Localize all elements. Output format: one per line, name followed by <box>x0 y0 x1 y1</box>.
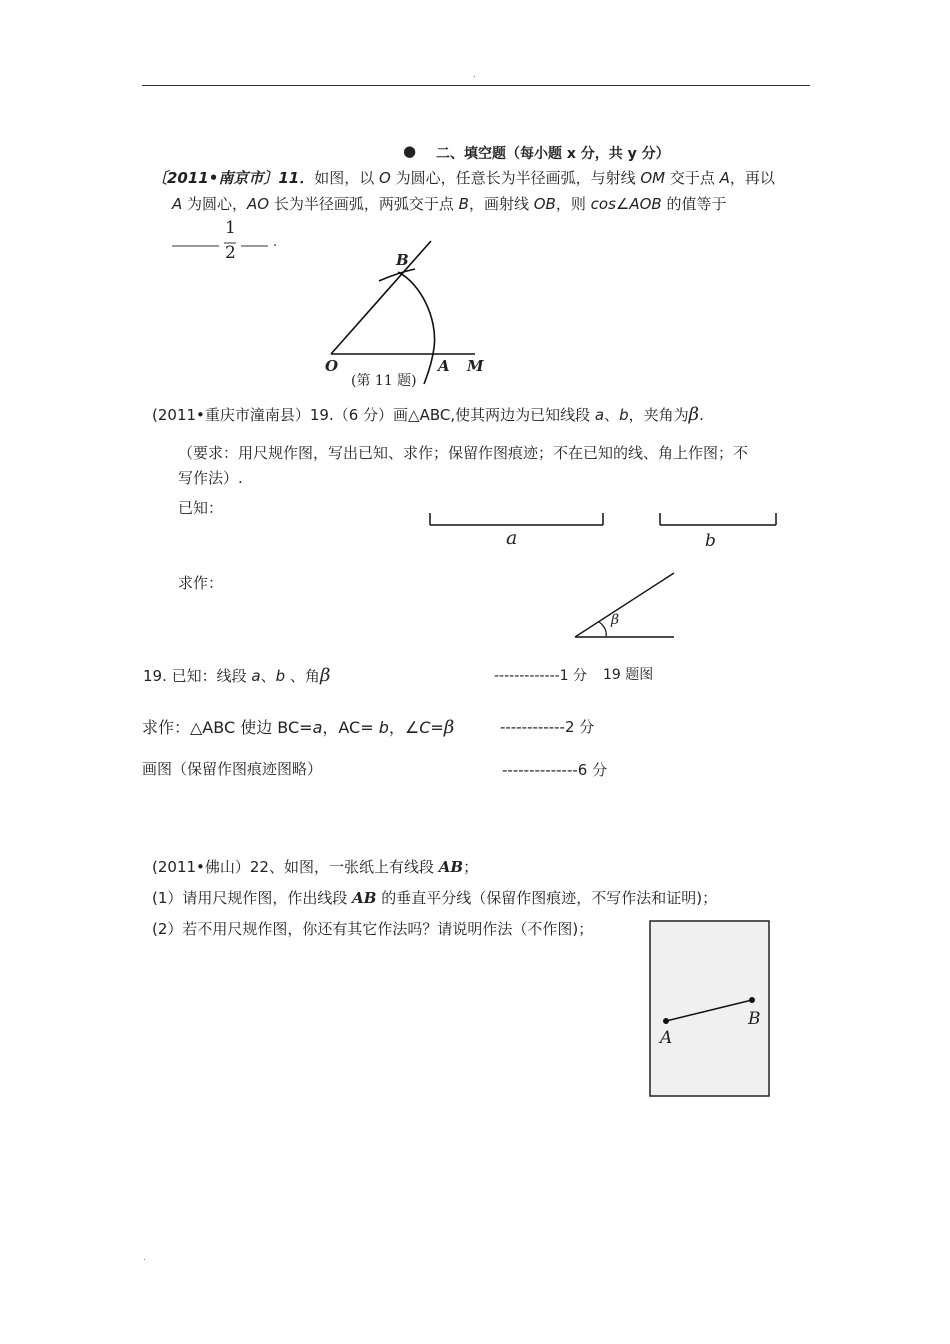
q19-requirement-2: 写作法）. <box>178 469 243 487</box>
arc-from-O <box>398 272 435 384</box>
q19-task-label: 求作： <box>178 574 224 592</box>
ray-OB <box>331 241 431 354</box>
q22-label-A: A <box>660 1028 673 1048</box>
segment-b <box>658 512 783 532</box>
segment-b-label: b <box>705 531 716 551</box>
q19-title: (2011•重庆市潼南县）19.（6 分）画△ABC,使其两边为已知线段 a、b，夹角为β. <box>152 404 704 425</box>
q22-part2: (2）若不用尺规作图，你还有其它作法吗？请说明作法（不作图)； <box>152 920 594 938</box>
answer19-line3: 画图（保留作图痕迹图略） <box>142 760 323 778</box>
section-title: 二、填空题（每小题 x 分，共 y 分） <box>436 146 670 162</box>
segment-a-label: a <box>506 527 518 549</box>
q11-label-O: O <box>325 357 339 375</box>
q11-line2: A 为圆心，AO 长为半径画弧，两弧交于点 B，画射线 OB，则 cos∠AOB 的值等于 <box>172 195 727 213</box>
top-dot: . <box>473 70 476 80</box>
q22-part1: (1）请用尺规作图，作出线段 AB 的垂直平分线（保留作图痕迹，不写作法和证明)； <box>152 889 718 907</box>
q11-line1: 〔2011•南京市〕11．如图，以 O 为圆心，任意长为半径画弧，与射线 OM 交于点 A，再以 <box>152 169 775 187</box>
q11-figure <box>320 238 520 388</box>
bottom-dot: . <box>143 1253 146 1263</box>
q19-known-label: 已知： <box>178 499 224 517</box>
q11-label-B: B <box>396 251 409 269</box>
q22-title: (2011•佛山）22、如图，一张纸上有线段 AB； <box>152 858 479 876</box>
section-bullet: ● <box>403 142 417 160</box>
answer19-line2: 求作：△ABC 使边 BC=a，AC= b，∠C=β <box>142 717 455 738</box>
answer19-figure-caption: 19 题图 <box>603 667 654 683</box>
header-rule <box>142 85 810 86</box>
q11-answer-end: . <box>273 235 278 250</box>
q11-figure-caption: (第 11 题) <box>351 373 417 389</box>
answer19-line1: 19. 已知：线段 a、b 、角β <box>143 665 331 686</box>
q22-label-B: B <box>748 1009 761 1029</box>
segment-a <box>428 512 608 532</box>
angle-beta-figure <box>573 570 683 645</box>
answer19-line3-score: --------------6 分 <box>502 761 608 779</box>
answer19-line2-score: ------------2 分 <box>500 718 595 736</box>
q11-answer-denominator: 2 <box>225 243 236 263</box>
answer19-line1-score: -------------1 分 <box>494 668 588 684</box>
q11-label-A: A <box>438 357 450 375</box>
angle-beta-label: β <box>611 612 620 628</box>
q19-requirement-1: （要求：用尺规作图，写出已知、求作；保留作图痕迹；不在已知的线、角上作图；不 <box>178 444 749 462</box>
q11-answer-numerator: 1 <box>225 218 236 238</box>
q11-label-M: M <box>467 357 484 375</box>
q11-source: 〔2011•南京市〕11． <box>152 169 315 187</box>
